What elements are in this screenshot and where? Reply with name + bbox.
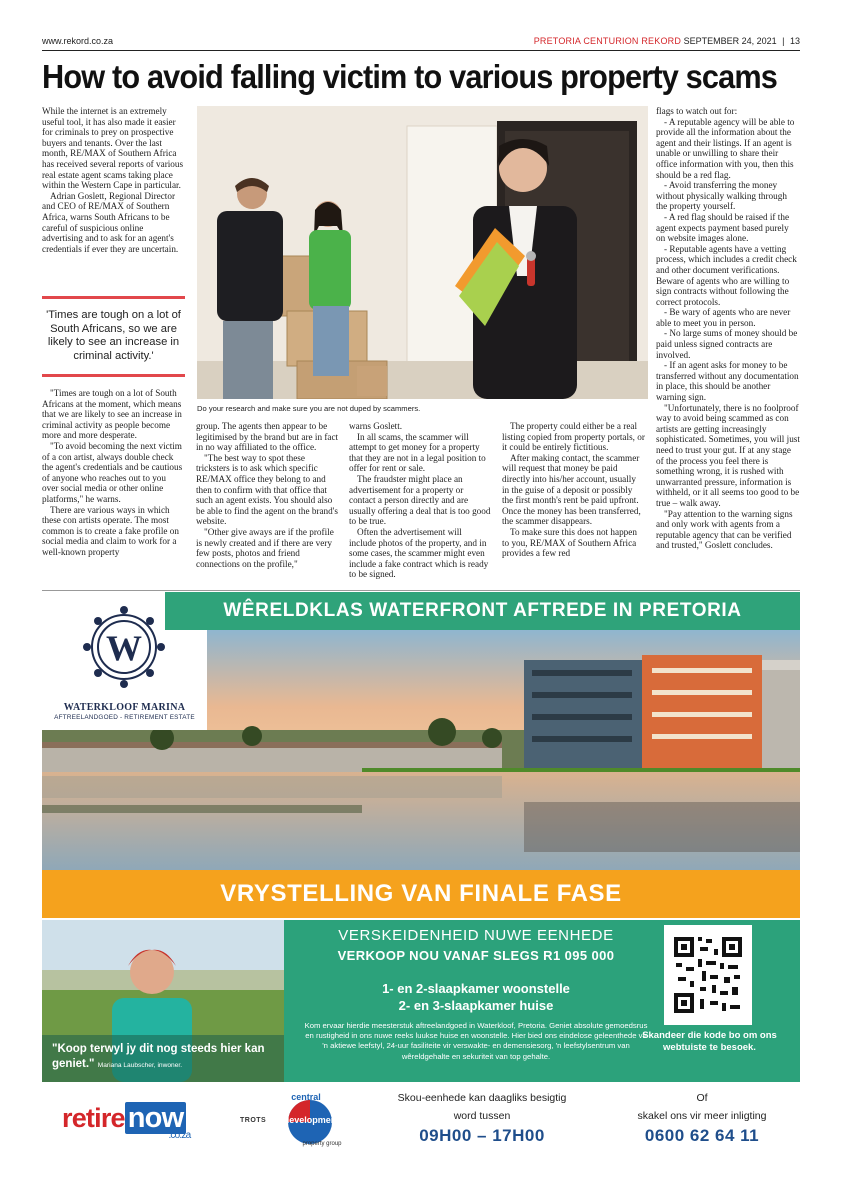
cd-word-3: property group bbox=[302, 1141, 342, 1147]
resident-quote bbox=[52, 1042, 284, 1073]
viewing-hours: 09H00 – 17H00 bbox=[419, 1126, 545, 1145]
retire-word: retire bbox=[62, 1103, 125, 1133]
pull-quote: 'Times are tough on a lot of South Africans, so we are likely to see an increase in criminal activity.' bbox=[46, 309, 181, 362]
page-header bbox=[42, 34, 800, 50]
cd-word-1: central bbox=[291, 1092, 321, 1102]
or-label: Of bbox=[696, 1092, 708, 1104]
logo-letter: W bbox=[106, 628, 142, 668]
pull-quote-rule-top bbox=[42, 296, 185, 299]
column-5 bbox=[656, 106, 800, 551]
paragraph: "Other give aways are if the profile is newly created and if there are very few posts, photos and friend connections on the profile," bbox=[196, 526, 334, 569]
ad-separator bbox=[42, 590, 800, 591]
units-houses: 2- en 3-slaapkamer huise bbox=[398, 998, 554, 1013]
paragraph: The property could either be a real listing copied from property portals, or it could be entirely fictitious. bbox=[502, 421, 645, 453]
ad-footer bbox=[42, 1084, 800, 1154]
paragraph: While the internet is an extremely useful tool, it has also made it easier for criminals to prey on prospective buyers and tenants. Over the last month, RE/MAX of Southern Africa has received several reports of various real estate agent scams taking place within the Western Cape in particular. bbox=[42, 106, 184, 191]
ad-body-text: Kom ervaar hierdie meesterstuk aftreelandgoed in Waterkloof, Pretoria. Geniet absolute gemoedsrus en rustigheid in ons nuwe reeks luukse huise en woonstelle. Hier bied ons eindelose geleenthede vir 'n aktiewe leefstyl, 24-uur fasiliteite vir verswakte- en demensiesorg, 'n leefstylsentrum van wêreldgehalte en sekuriteit van top gehalte. bbox=[304, 1021, 648, 1061]
central-developments-logo[interactable] bbox=[268, 1090, 350, 1148]
photo-caption: Do your research and make sure you are not duped by scammers. bbox=[197, 404, 421, 413]
column-2 bbox=[196, 421, 339, 569]
header-separator: | bbox=[782, 36, 785, 46]
paragraph: warns Goslett. bbox=[349, 421, 403, 431]
paragraph: - A red flag should be raised if the agent expects payment based purely on website images alone. bbox=[656, 211, 790, 244]
qr-code-icon bbox=[664, 925, 752, 1025]
logo-name: WATERKLOOF MARINA bbox=[63, 702, 186, 713]
paragraph: - A reputable agency will be able to provide all the information about the agent and their listings. If an agent is unable or unwilling to share their office information with you, then this should be a red flag. bbox=[656, 116, 795, 180]
paragraph: - No large sums of money should be paid unless signed contracts are involved. bbox=[656, 328, 798, 360]
column-3 bbox=[349, 421, 491, 580]
final-phase-banner: VRYSTELLING VAN FINALE FASE bbox=[42, 870, 800, 918]
paragraph: "To avoid becoming the next victim of a con artist, always double check the agent's credentials and be cautious of anyone who reaches out to you over social media or other online platforms," he warns. bbox=[42, 440, 183, 504]
column-4 bbox=[502, 421, 645, 559]
quote-author: Mariana Laubscher, inwoner. bbox=[97, 1062, 183, 1069]
site-url[interactable]: www.rekord.co.za bbox=[42, 36, 114, 46]
qr-caption: Skandeer die kode bo om ons webtuiste te besoek. bbox=[642, 1030, 777, 1053]
logo-subtitle: AFTREELANDGOED - RETIREMENT ESTATE bbox=[54, 714, 195, 721]
article-headline: How to avoid falling victim to various property scams bbox=[42, 58, 778, 95]
paragraph: - Avoid transferring the money without physically walking through the property yourself. bbox=[656, 180, 787, 212]
call-text: skakel ons vir meer inligting bbox=[637, 1110, 767, 1122]
issue-date: SEPTEMBER 24, 2021 bbox=[683, 36, 777, 46]
coza-suffix: .co.za bbox=[168, 1130, 191, 1141]
column-1-bottom bbox=[42, 388, 184, 558]
article-photo bbox=[197, 106, 648, 399]
cd-word-2: developments bbox=[283, 1115, 345, 1125]
show-text-2: word tussen bbox=[453, 1110, 511, 1122]
paragraph: The fraudster might place an advertisement for a property or contact a person directly and are usually offering a deal that is too good to be true. bbox=[349, 473, 491, 527]
header-rule bbox=[42, 50, 800, 51]
units-apartments: 1- en 2-slaapkamer woonstelle bbox=[382, 981, 570, 996]
paragraph: In all scams, the scammer will attempt to get money for a property that they are not in a legal position to offer for rent or sale. bbox=[349, 431, 486, 474]
resident-photo bbox=[42, 920, 284, 1082]
paper-name: PRETORIA CENTURION REKORD bbox=[533, 36, 682, 46]
paragraph: - If an agent asks for money to be transferred without any documentation in place, this should be another warning sign. bbox=[656, 360, 799, 403]
couple-agent-illustration bbox=[197, 106, 648, 399]
paragraph: After making contact, the scammer will request that money be paid directly into his/her account, usually in the guise of a deposit or possibly the first month's rent be paid upfront. Once the money has been transferred, the scammer disappears. bbox=[502, 452, 641, 527]
qr-code[interactable] bbox=[664, 925, 752, 1025]
header-right bbox=[534, 36, 800, 46]
retirenow-logo[interactable] bbox=[62, 1102, 191, 1141]
ad-info-panel bbox=[42, 920, 800, 1082]
paragraph: To make sure this does not happen to you, RE/MAX of Southern Africa provides a few red bbox=[502, 526, 637, 559]
show-text-1: Skou-eenhede kan daagliks besigtig bbox=[397, 1092, 567, 1104]
paragraph: flags to watch out for: bbox=[656, 106, 738, 116]
quote-text: "Koop terwyl jy dit nog steeds hier kan geniet." bbox=[52, 1043, 265, 1070]
paragraph: There are various ways in which these con artists operate. The most common is to create a fake profile on social media and claim to work for a well-known property bbox=[42, 504, 179, 557]
phone-number[interactable]: 0600 62 64 11 bbox=[644, 1126, 760, 1145]
page-number: 13 bbox=[789, 36, 800, 46]
paragraph: - Reputable agents have a vetting process, which includes a credit check and other document verifications. Beware of agents who are willing to sign contracts without following the correct protocols. bbox=[656, 243, 797, 307]
ad-title: WÊRELDKLAS WATERFRONT AFTREDE IN PRETORIA bbox=[165, 592, 800, 630]
price-line: VERKOOP NOU VANAF SLEGS R1 095 000 bbox=[337, 948, 615, 963]
paragraph: "Times are tough on a lot of South Africans at the moment, which means that we are likely to see an increase in criminal activity as people become more and more desperate. bbox=[42, 388, 182, 441]
trots-label: TROTS bbox=[240, 1117, 267, 1124]
paragraph: "Pay attention to the warning signs and only work with agents from a reputable agency that can be verified and trusted," Goslett concludes. bbox=[656, 508, 793, 551]
paragraph: Adrian Goslett, Regional Director and CEO of RE/MAX of Southern Africa, warns South Africans to be careful of suspicious online advertising and to ask for an agent's credentials if ever they are uncertain. bbox=[42, 190, 179, 254]
column-1-top bbox=[42, 106, 184, 254]
paragraph: "The best way to spot these tricksters is to ask which specific RE/MAX office they belong to and then to confirm with that office that such an agent exists. You should also be able to find the agent on the brand's website. bbox=[196, 452, 338, 527]
paragraph: Often the advertisement will include photos of the property, and in some cases, the scammer might even include a fake contract which is ready to be signed. bbox=[349, 526, 489, 580]
paragraph: - Be wary of agents who are never able to meet you in person. bbox=[656, 307, 791, 328]
variety-heading: VERSKEIDENHEID NUWE EENHEDE bbox=[338, 927, 614, 944]
now-word: now bbox=[125, 1102, 187, 1134]
paragraph: group. The agents then appear to be legitimised by the brand but are in fact in no way affiliated to the office. bbox=[196, 421, 339, 453]
pull-quote-rule-bottom bbox=[42, 374, 185, 377]
paragraph: "Unfortunately, there is no foolproof way to avoid being scammed as con artists are getting increasingly sophisticated. Sometimes, you will just need to trust your gut. If at any stage of the process you feel there is something wrong, it is rushed with unwarranted pressure, information is withheld, or it all seems too good to be true – walk away. bbox=[656, 402, 800, 508]
